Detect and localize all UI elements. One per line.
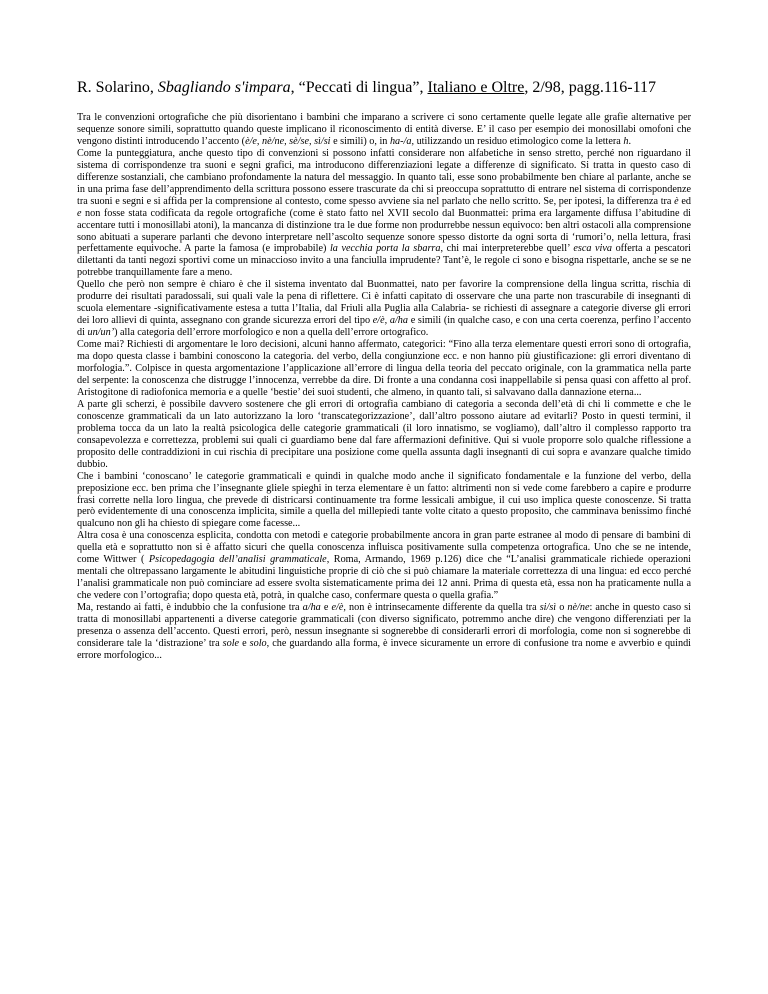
italic-text-run: e/è [331, 602, 344, 614]
italic-text-run: h [623, 135, 629, 147]
citation-author: R. Solarino, [77, 79, 158, 96]
paragraph [77, 602, 691, 662]
italic-text-run: sole [222, 637, 240, 649]
text-run: non fosse stata codificata da regole ortografiche (come è stato fatto nel XVII secolo dal Buonmattei: prima era largamente diffusa l’abitudine di accentare tutti i monosillabi atoni), la mancanza di distinzione tra le due forme non produrrebbe nessun equivoco: ben altri ostacoli alla comprensione sono abituati a superare parlanti che devono interpretare nell’ascolto sequenze sonore spesso distorte da ogni sorta di ‘rumori’o, nella lettura, frasi perfettamente equivoche. A parte la famosa (e improbabile) [77, 207, 691, 255]
article-body [77, 112, 691, 662]
text-run: , che guardando alla forma, è invece sicuramente un errore di confusione tra nome e avverbio e quindi errore morfologico... [77, 637, 691, 661]
text-run: , non è intrinsecamente differente da quella tra [343, 602, 540, 614]
text-run: ) alla categoria dell’errore morfologico e non a quella dell’errore ortografico. [114, 327, 429, 339]
italic-text-run: Psicopedagogia dell’analisi grammaticale [148, 554, 327, 566]
paragraph [77, 112, 691, 148]
citation-title: Sbagliando s'impara [157, 79, 291, 96]
text-run: e [320, 602, 332, 614]
citation-sep-2: , [419, 79, 428, 96]
text-run: : anche in questo caso si tratta di monosillabi appartenenti a diverse categorie grammaticali (con diverso significato, potremmo anche dire) che vengono differenziati per la presenza o assenza dell’accento. Questi errori, però, nessun insegnante si sognerebbe di considerarli errori di morfologia, come non si sognerebbe di considerare tale la ‘distrazione’ tra [77, 602, 691, 649]
text-run: Ma, restando ai fatti, è indubbio che la confusione tra [77, 602, 303, 614]
italic-text-run: si/sì [539, 602, 557, 614]
paragraph [77, 530, 691, 602]
text-run: , Roma, Armando, 1969 p.126) dice che “L’analisi grammaticale richiede operazioni mentali che oltrepassano largamente le abitudini linguistiche proprie di ciò che si può chiamare la materiale correttezza di una lingua: ed ecco perché l’analisi grammaticale non può cominciare ad essere svolta sistematicamente prima dei 12 anni. Prima di questa età, essa non ha praticamente nulla a che vedere con l’ortografia; dopo questa età, potrà, in qualche caso, confermare questa o quella grafia.” [77, 554, 691, 602]
text-run: , chi mai interpreterebbe quell’ [440, 243, 574, 255]
paragraph [77, 148, 691, 279]
text-run: offerta a pescatori dilettanti da tanti negozi sportivi come un minaccioso invito a una fanciulla imprudente? Tant’è, le regole ci sono e bisogna rispettarle, anche se se ne potrebbe tranquillamente fare a meno. [77, 243, 691, 279]
text-run: Altra cosa è una conoscenza esplicita, condotta con metodi e categorie probabilmente ancora in gran parte estranee al modo di pensare di bambini di quella età e soprattutto non si è affatto sicuri che quella conoscenza influisca positivamente sulla competenza ortografica. Uno che se ne intende, come Wittwer ( [77, 530, 691, 566]
citation-heading [77, 78, 691, 98]
citation-sep-1: , [290, 79, 299, 96]
text-run: o [556, 602, 568, 614]
italic-text-run: ha-/a, [389, 135, 415, 147]
italic-text-run: è/e, nè/ne, sè/se, sì/si [245, 135, 331, 147]
citation-article: “Peccati di lingua” [298, 79, 420, 96]
italic-text-run: è [674, 195, 679, 207]
italic-text-run: e/è, a/ha [372, 315, 408, 327]
paragraph [77, 399, 691, 471]
text-run: e simili (in qualche caso, e con una certa coerenza, perfino l’accento di [77, 315, 691, 339]
text-run: ed [678, 195, 691, 207]
text-run: . [628, 135, 631, 147]
text-run: e simili) o, in [330, 135, 390, 147]
italic-text-run: solo [249, 637, 267, 649]
text-run: Tra le convenzioni ortografiche che più disorientano i bambini che imparano a scrivere ci sono certamente quelle legate alle grafie alternative per sequenze sonore simili, soprattutto quando queste implicano il riconoscimento di entità diverse. E’ il caso per esempio dei monosillabi omofoni che vengono distinti introducendo l’accento ( [77, 112, 691, 147]
text-run: A parte gli scherzi, è possibile davvero sostenere che gli errori di ortografia cambiano di categoria a seconda dell’età di chi li commette e che le conoscenze grammaticali da un lato autorizzano la loro ‘transcategorizzazione’, dall’altro possono aiutare ad evitarli? Posto in questi termini, il problema tocca da un lato la realtà psicologica delle categorie grammaticali (il loro innatismo, se vogliamo), dall’altro il complesso rapporto tra consapevolezza e correttezza, problemi sui quali ci guardiamo bene dal fare affermazioni definitive. Qui si vuole proporre solo qualche riflessione a proposito delle contraddizioni in cui rischia di precipitare una posizione come quella assunta dagli insegnanti di cui sopra e avanzare qualche timido dubbio. [77, 398, 691, 470]
paragraph [77, 471, 691, 531]
paragraph [77, 339, 691, 399]
text-run: Come la punteggiatura, anche questo tipo di convenzioni si possono infatti considerare non alfabetiche in senso stretto, perché non riguardano il sistema di corrispondenze tra suoni e segni grafici, ma introducono differenziazioni legate a differenze di significato. Si tratta in questo caso di differenze sostanziali, che cambiano profondamente la natura del messaggio. In quanto tali, esse sono probabilmente ben chiare al parlante, anche se in una prima fase dell’apprendimento della scrittura possono essere trascurate da chi si preoccupa soprattutto di entrare nel sistema di corrispondenze tra suoni e segni e si affida per la comprensione al contesto, come spesso avviene sia nel parlato che nello scritto. Se, per ipotesi, la differenza tra [77, 147, 691, 207]
text-run: Che i bambini ‘conoscano’ le categorie grammaticali e quindi in qualche modo anche il significato fondamentale e la funzione del verbo, della preposizione ecc. ben prima che l’insegnante gliele spieghi in terza elementare è un fatto: altrimenti non si vede come farebbero a capire e produrre frasi corrette nella loro lingua, che prevede di districarsi continuamente tra forme lessicali ambigue, il cui uso implica queste conoscenze. Si tratta però evidentemente di una conoscenza implicita, simile a quella del millepiedi tante volte citato a questo proposito, che camminava benissimo finché qualcuno non gli ha chiesto di spiegare come facesse... [77, 470, 691, 530]
italic-text-run: la vecchia porta la sbarra [329, 243, 441, 255]
citation-rest: , 2/98, pagg.116-117 [524, 79, 657, 96]
text-run: Come mai? Richiesti di argomentare le loro decisioni, alcuni hanno affermato, categorici: “Fino alla terza elementare questi errori sono di ortografia, ma dopo questa classe i bambini conoscono la categoria. del verbo, della congiunzione ecc. e non hanno più giustificazione: gli errori diventano di morfologia.”. Colpisce in questa argomentazione l’applicazione all’errore di lingua della teoria del peccato originale, con la grammatica nella parte del serpente: la conoscenza che distrugge l’innocenza, verrebbe da dire. Di fronte a una condanna così inappellabile si pensa quasi con affetto al prof. Aristogitone di radiofonica memoria e a quelle ‘bestie’ dei suoi studenti, che almeno, in quanto tali, si salvavano dalla dannazione eterna... [77, 339, 691, 398]
italic-text-run: esca viva [573, 243, 612, 255]
text-run: Quello che però non sempre è chiaro è che il sistema inventato dal Buonmattei, nato per favorire la comprensione della lingua scritta, rischia di produrre dei risultati paradossali, sui quali vale la pena di riflettere. Ci è infatti capitato di osservare che una parte non trascurabile di insegnanti di scuola elementare -significativamente estesa a tutta l’Italia, dal Friuli alla Puglia alla Calabria- se richiesti di assegnare a categorie diverse gli errori dei loro allievi di quinta, assegnano con grande sicurezza errori del tipo [77, 279, 691, 327]
italic-text-run: e [77, 207, 82, 219]
italic-text-run: a/ha [302, 602, 321, 614]
document-page [77, 78, 691, 662]
text-run: e [239, 637, 250, 649]
text-run: utilizzando un residuo etimologico come la lettera [414, 135, 624, 147]
citation-journal-link[interactable]: Italiano e Oltre [427, 79, 525, 96]
paragraph [77, 279, 691, 339]
italic-text-run: un/un’ [87, 327, 115, 339]
italic-text-run: nè/ne [567, 602, 590, 614]
